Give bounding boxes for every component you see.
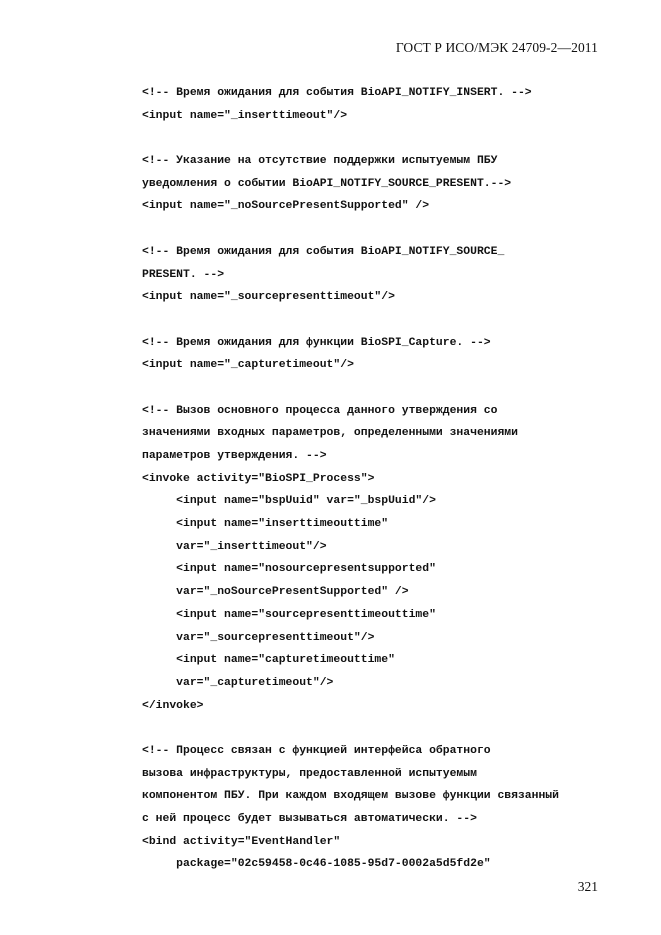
code-line: <input name="_capturetimeout"/> — [142, 359, 354, 372]
code-line: <bind activity="EventHandler" — [142, 835, 341, 848]
code-line: <invoke activity="BioSPI_Process"> — [142, 472, 375, 485]
code-listing — [142, 82, 612, 876]
page-number: 321 — [577, 879, 598, 894]
code-line: </invoke> — [142, 699, 204, 712]
code-line: <input name="bspUuid" var="_bspUuid"/> — [142, 495, 436, 508]
code-line: var="_noSourcePresentSupported" /> — [142, 586, 409, 599]
code-line: вызова инфраструктуры, предоставленной испытуемым — [142, 767, 477, 780]
code-line — [142, 377, 612, 400]
code-line: <input name="_inserttimeout"/> — [142, 109, 348, 122]
code-line: <input name="nosourcepresentsupported" — [142, 563, 436, 576]
code-line: <!-- Время ожидания для функции BioSPI_Capture. --> — [142, 336, 491, 349]
code-line: <input name="sourcepresenttimeouttime" — [142, 608, 436, 621]
code-line — [142, 717, 612, 740]
code-line: компонентом ПБУ. При каждом входящем вызове функции связанный — [142, 790, 559, 803]
code-line: параметров утверждения. --> — [142, 450, 327, 462]
code-line: var="_sourcepresenttimeout"/> — [142, 631, 375, 644]
code-line: package="02c59458-0c46-1085-95d7-0002a5d5fd2e" — [142, 858, 491, 871]
code-line: <input name="capturetimeouttime" — [142, 654, 395, 667]
code-line: <input name="_sourcepresenttimeout"/> — [142, 291, 395, 304]
document-header: ГОСТ Р ИСО/МЭК 24709-2—2011 — [395, 40, 598, 55]
code-line: <!-- Время ожидания для события BioAPI_NOTIFY_SOURCE_ — [142, 245, 505, 258]
code-line: var="_inserttimeout"/> — [142, 540, 327, 553]
code-line: <input name="_noSourcePresentSupported" /> — [142, 200, 430, 213]
code-line: значениями входных параметров, определенными значениями — [142, 427, 518, 440]
code-line: PRESENT. --> — [142, 268, 225, 281]
code-line: <!-- Время ожидания для события BioAPI_NOTIFY_INSERT. --> — [142, 87, 532, 99]
code-line — [142, 309, 612, 332]
code-line: <input name="inserttimeouttime" — [142, 518, 389, 531]
code-line: уведомления о событии BioAPI_NOTIFY_SOURCE_PRESENT.--> — [142, 177, 512, 190]
code-line — [142, 218, 612, 241]
code-line — [142, 127, 612, 150]
code-line: <!-- Процесс связан с функцией интерфейса обратного — [142, 744, 491, 757]
code-line: <!-- Указание на отсутствие поддержки испытуемым ПБУ — [142, 155, 498, 168]
code-line: с ней процесс будет вызываться автоматически. --> — [142, 813, 477, 825]
code-line: <!-- Вызов основного процесса данного утверждения со — [142, 404, 498, 417]
code-line: var="_capturetimeout"/> — [142, 676, 334, 689]
